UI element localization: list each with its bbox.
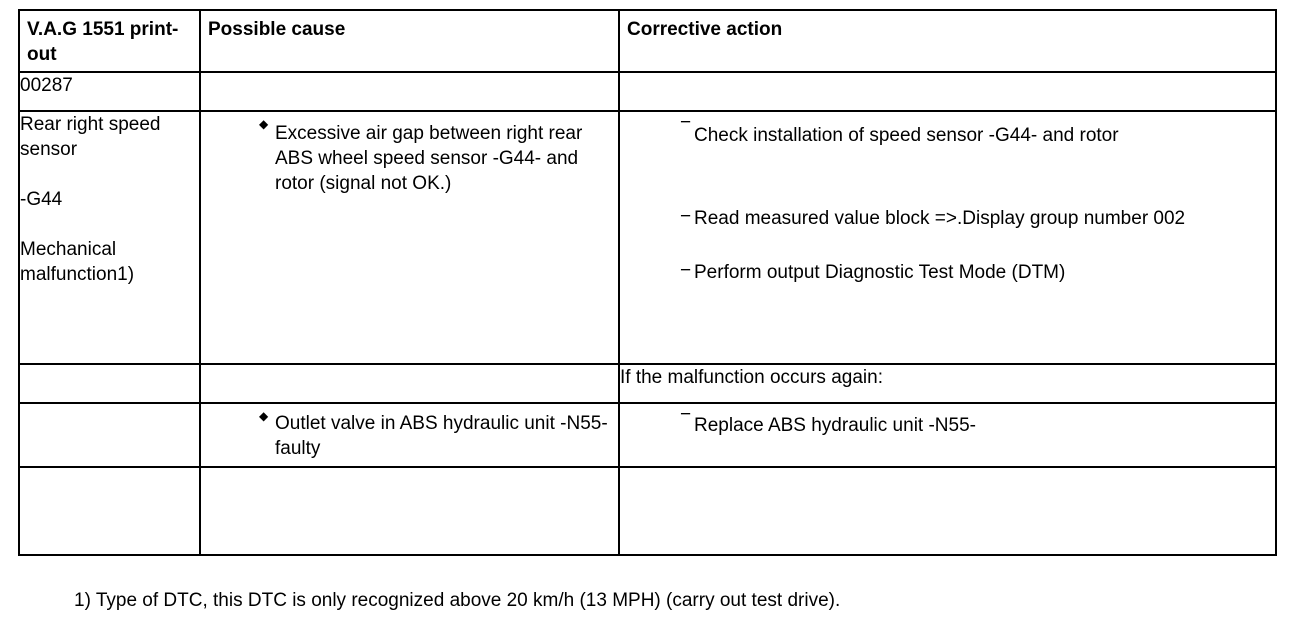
empty-cell	[200, 364, 619, 403]
sensor-name-line2: sensor	[20, 139, 78, 160]
diagnostic-table	[18, 9, 1277, 556]
action-cell	[619, 111, 1276, 364]
fault-type-line2: malfunction1)	[20, 264, 135, 285]
empty-cell	[200, 72, 619, 111]
diamond-bullet-icon: ◆	[259, 117, 269, 131]
cause-item	[259, 404, 610, 461]
empty-cell	[19, 403, 200, 467]
valve-row	[19, 403, 1276, 467]
header-cause: Possible cause	[200, 10, 619, 72]
cause-text: Excessive air gap between right rear ABS wheel speed sensor -G44- and rotor (signal not OK.)	[275, 123, 583, 194]
action-text: Replace ABS hydraulic unit -N55-	[694, 415, 976, 436]
dash-bullet-icon: −	[680, 260, 692, 281]
code-row	[19, 72, 1276, 111]
dash-bullet-icon: −	[680, 206, 692, 227]
action-item	[680, 404, 1275, 438]
header-action: Corrective action	[619, 10, 1276, 72]
dash-bullet-icon: −	[680, 112, 692, 133]
empty-cell	[619, 72, 1276, 111]
cause-text: Outlet valve in ABS hydraulic unit -N55- faulty	[275, 413, 608, 459]
empty-cell	[619, 467, 1276, 555]
empty-cell	[200, 467, 619, 555]
sensor-id: -G44	[20, 189, 63, 210]
again-note: If the malfunction occurs again:	[619, 364, 1276, 403]
fault-code: 00287	[19, 72, 200, 111]
action-text: Read measured value block =>.Display group number 002	[694, 208, 1186, 229]
fault-type-line1: Mechanical	[20, 239, 117, 260]
empty-row	[19, 467, 1276, 555]
header-row	[19, 10, 1276, 72]
action-item	[680, 260, 1275, 285]
sensor-description	[19, 111, 200, 364]
action-cell	[619, 403, 1276, 467]
dash-bullet-icon: −	[680, 404, 692, 425]
cause-cell	[200, 111, 619, 364]
action-item	[680, 206, 1275, 231]
action-text: Perform output Diagnostic Test Mode (DTM)	[694, 262, 1066, 283]
empty-cell	[19, 364, 200, 403]
footnote: 1) Type of DTC, this DTC is only recognized above 20 km/h (13 MPH) (carry out test drive).	[74, 590, 841, 611]
action-text: Check installation of speed sensor -G44- and rotor	[694, 125, 1119, 146]
sensor-name-line1: Rear right speed	[20, 114, 161, 135]
cause-item	[259, 112, 610, 196]
header-printout: V.A.G 1551 print-out	[19, 10, 200, 72]
cause-cell	[200, 403, 619, 467]
sensor-row	[19, 111, 1276, 364]
action-item	[680, 112, 1275, 148]
diamond-bullet-icon: ◆	[259, 409, 269, 423]
again-row	[19, 364, 1276, 403]
empty-cell	[19, 467, 200, 555]
